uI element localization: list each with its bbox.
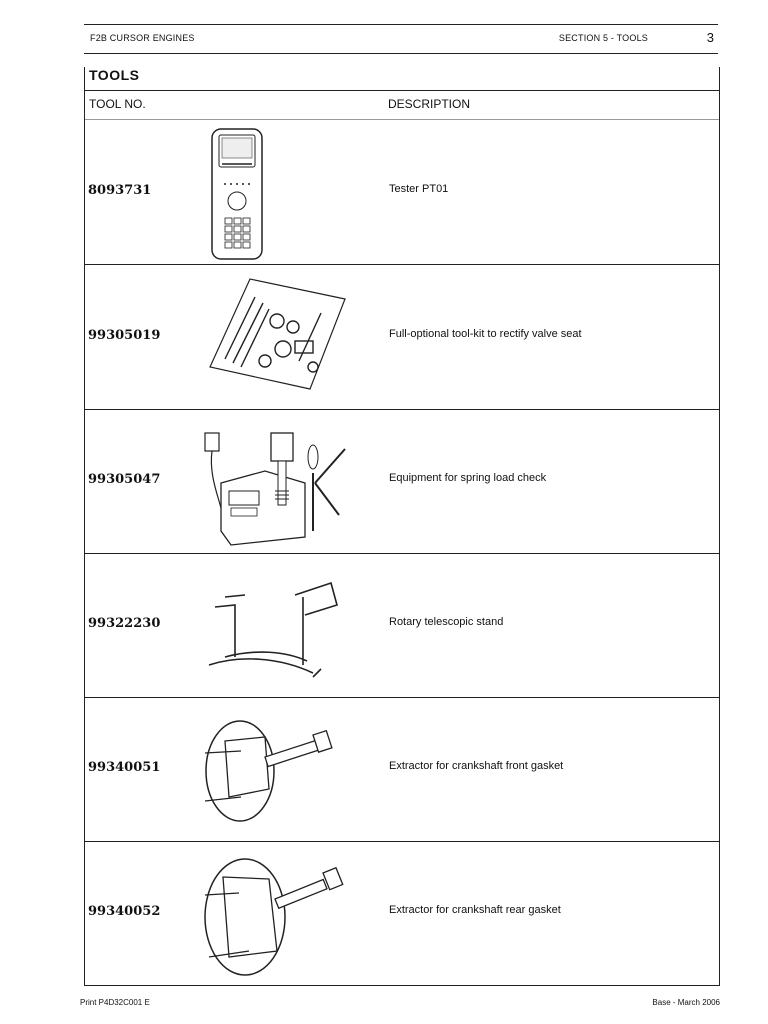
tool-number: 99305047 [88,472,161,487]
table-row [85,553,719,698]
table-title: TOOLS [89,67,140,83]
page-number: 3 [706,30,714,45]
column-header-tool-no: TOOL NO. [89,97,146,111]
tester-handheld-icon [195,124,375,260]
extractor-rear-icon [195,845,375,981]
header-section: SECTION 5 - TOOLS [558,33,648,43]
table-row [85,265,719,410]
tool-description: Rotary telescopic stand [389,616,504,628]
tool-number: 99340052 [88,904,161,919]
page-header [84,24,718,54]
tool-description: Extractor for crankshaft front gasket [389,760,564,772]
table-row [85,409,719,554]
extractor-front-icon [195,701,375,837]
tool-description: Equipment for spring load check [389,472,547,484]
tool-number: 99305019 [88,328,161,343]
column-header-description: DESCRIPTION [388,97,471,111]
tool-description: Extractor for crankshaft rear gasket [389,904,561,916]
rotary-stand-icon [195,557,375,693]
table-row [85,841,719,985]
header-manual-title: F2B CURSOR ENGINES [90,33,195,43]
tool-number: 99340051 [88,760,161,775]
table-row [85,697,719,842]
title-divider [85,90,719,91]
tool-description: Tester PT01 [389,183,449,195]
tool-description: Full-optional tool-kit to rectify valve seat [389,328,582,340]
table-row [85,120,719,265]
tool-number: 99322230 [88,616,161,631]
valve-seat-toolkit-icon [195,269,375,405]
spring-load-tester-icon [195,413,375,549]
tools-table [84,67,720,986]
footer-edition: Base - March 2006 [652,998,720,1007]
tool-number: 8093731 [88,183,152,198]
footer-print-code: Print P4D32C001 E [80,998,150,1007]
